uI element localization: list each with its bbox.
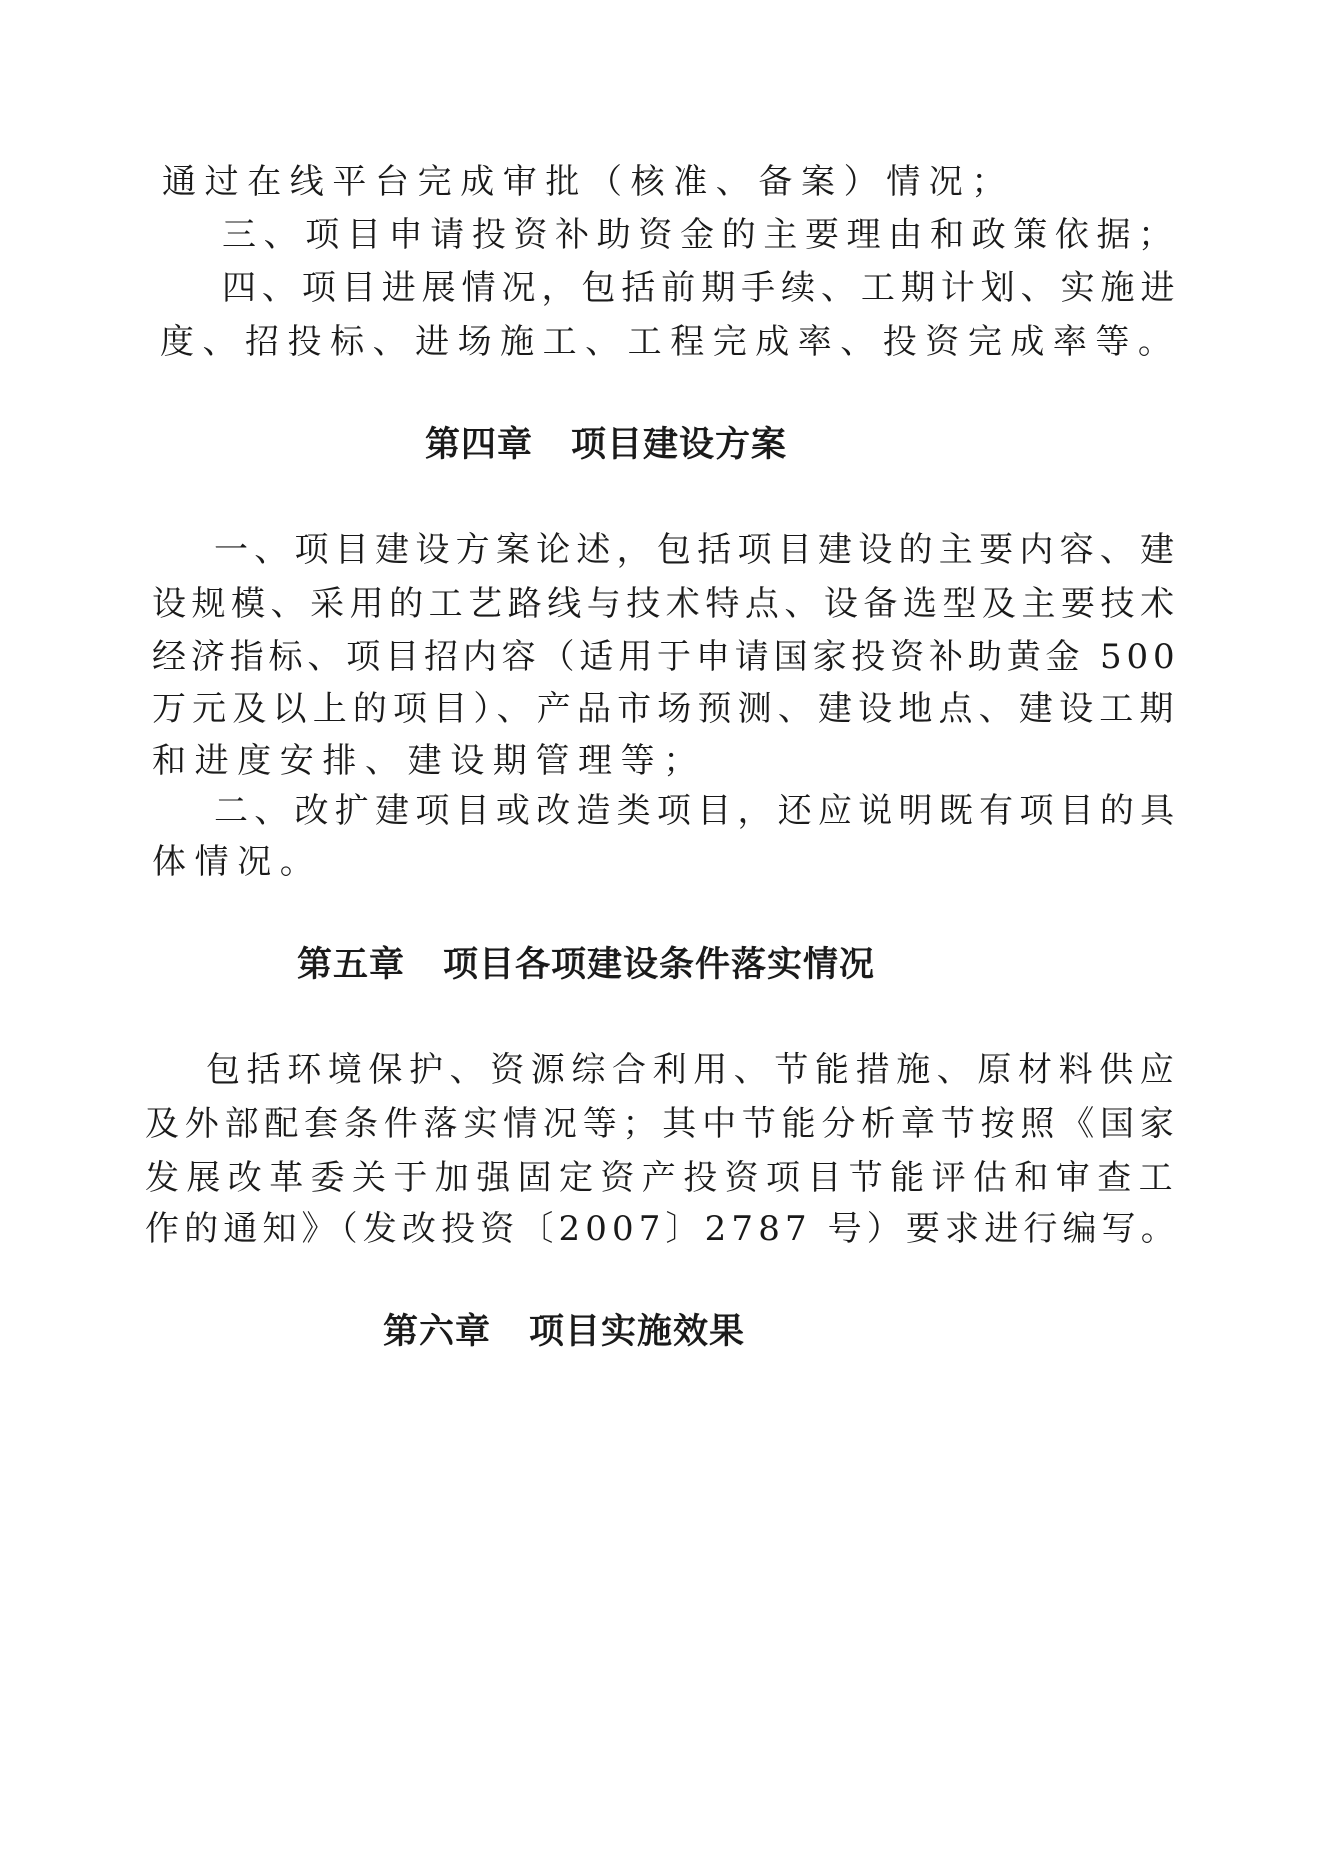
paragraph-line: 度、招投标、进场施工、工程完成率、投资完成率等。 bbox=[160, 322, 1181, 362]
chapter-heading bbox=[425, 424, 787, 466]
paragraph-line: 万元及以上的项目）、产品市场预测、建设地点、建设工期 bbox=[152, 689, 1180, 729]
chapter-heading bbox=[383, 1311, 745, 1353]
chapter-title: 项目实施效果 bbox=[529, 1312, 746, 1352]
paragraph-line: 二、改扩建项目或改造类项目，还应说明既有项目的具 bbox=[214, 791, 1181, 831]
paragraph-line: 经济指标、项目招内容（适用于申请国家投资补助黄金 500 bbox=[152, 637, 1180, 677]
chapter-title: 项目建设方案 bbox=[571, 425, 788, 465]
paragraph-line: 和进度安排、建设期管理等； bbox=[152, 741, 706, 781]
paragraph-line: 通过在线平台完成审批（核准、备案）情况； bbox=[162, 162, 1014, 202]
chapter-number: 第六章 bbox=[383, 1312, 492, 1352]
chapter-number: 第四章 bbox=[425, 425, 534, 465]
chapter-title: 项目各项建设条件落实情况 bbox=[443, 945, 876, 985]
paragraph-line: 作的通知》（发改投资〔2007〕2787 号）要求进行编写。 bbox=[145, 1209, 1180, 1249]
paragraph-line: 及外部配套条件落实情况等；其中节能分析章节按照《国家 bbox=[145, 1104, 1180, 1144]
paragraph-line: 发展改革委关于加强固定资产投资项目节能评估和审查工 bbox=[145, 1158, 1180, 1198]
chapter-heading bbox=[297, 944, 875, 986]
paragraph-line: 三、项目申请投资补助资金的主要理由和政策依据； bbox=[222, 215, 1180, 255]
paragraph-line: 设规模、采用的工艺路线与技术特点、设备选型及主要技术 bbox=[152, 584, 1180, 624]
paragraph-line: 四、项目进展情况，包括前期手续、工期计划、实施进 bbox=[222, 268, 1181, 308]
paragraph-line: 包括环境保护、资源综合利用、节能措施、原材料供应 bbox=[206, 1050, 1181, 1090]
paragraph-line: 体情况。 bbox=[152, 842, 323, 882]
chapter-number: 第五章 bbox=[297, 945, 406, 985]
paragraph-line: 一、项目建设方案论述，包括项目建设的主要内容、建 bbox=[214, 530, 1181, 570]
